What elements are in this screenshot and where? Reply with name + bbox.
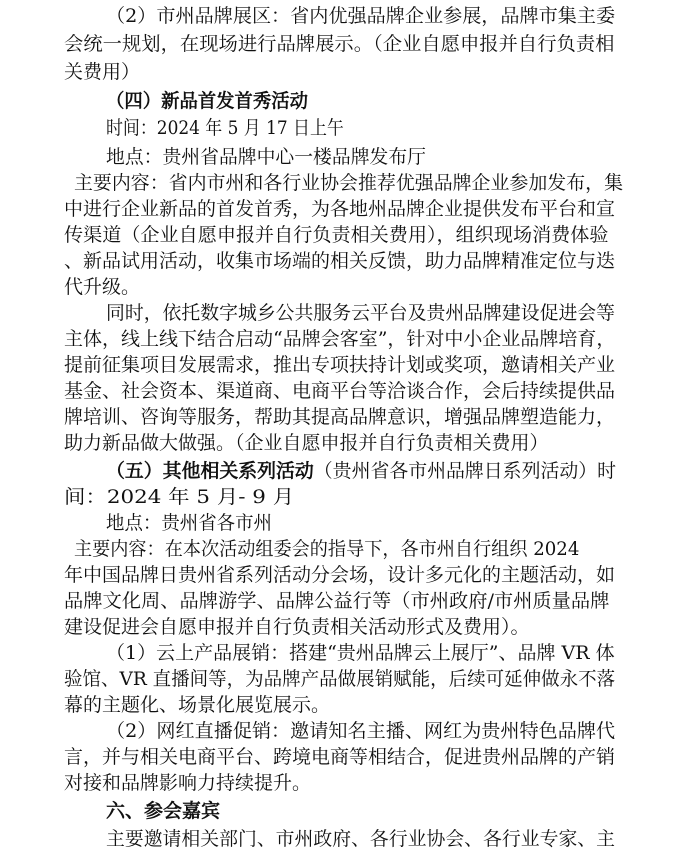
doc-line: 会统一规划，在现场进行品牌展示。（企业自愿申报并自行负责相 <box>64 33 615 55</box>
doc-line: 地点：贵州省品牌中心一楼品牌发布厅 <box>106 146 427 168</box>
doc-line: 同时，依托数字城乡公共服务云平台及贵州品牌建设促进会等 <box>106 302 616 324</box>
doc-line: 验馆、VR 直播间等，为品牌产品做展销赋能，后续可延伸做永不落 <box>64 668 616 690</box>
doc-line: 年中国品牌日贵州省系列活动分会场，设计多元化的主题活动，如 <box>64 564 616 586</box>
section-heading-6: 六、参会嘉宾 <box>106 800 221 822</box>
doc-line: 提前征集项目发展需求，推出专项扶持计划或奖项，邀请相关产业 <box>64 354 616 376</box>
doc-line: 传渠道（企业自愿申报并自行负责相关费用），组织现场消费体验 <box>64 224 609 246</box>
doc-line: （1）云上产品展销：搭建“贵州品牌云上展厅”、品牌 VR 体 <box>106 642 615 664</box>
doc-line: 对接和品牌影响力持续提升。 <box>64 772 312 794</box>
doc-line: 主要内容：在本次活动组委会的指导下，各市州自行组织 2024 <box>74 538 580 560</box>
doc-line: （2）网红直播促销：邀请知名主播、网红为贵州特色品牌代 <box>106 720 616 742</box>
doc-line: 幕的主题化、场景化展览展示。 <box>64 694 331 716</box>
doc-line: 时间：2024 年 5 月 17 日上午 <box>106 117 344 139</box>
section-heading-5 <box>106 458 616 484</box>
section-heading-5-tail: （贵州省各市州品牌日系列活动）时 <box>313 460 617 482</box>
doc-line: 品牌文化周、品牌游学、品牌公益行等（市州政府/市州质量品牌 <box>64 590 610 612</box>
section-heading-5-title: （五）其他相关系列活动 <box>106 460 314 482</box>
doc-line: 基金、社会资本、渠道商、电商平台等洽谈合作，会后持续提供品 <box>64 380 616 402</box>
doc-line: 助力新品做大做强。（企业自愿申报并自行负责相关费用） <box>64 432 549 454</box>
doc-line: （2）市州品牌展区：省内优强品牌企业参展，品牌市集主委 <box>106 5 616 27</box>
doc-line: 主要内容：省内市州和各行业协会推荐优强品牌企业参加发布，集 <box>74 172 624 194</box>
doc-line: 间：2024 年 5 月- 9 月 <box>64 486 295 508</box>
doc-line: 言，并与相关电商平台、跨境电商等相结合，促进贵州品牌的产销 <box>64 746 616 768</box>
doc-line: 建设促进会自愿申报并自行负责相关活动形式及费用）。 <box>64 616 530 638</box>
doc-line: 主体，线上线下结合启动“品牌会客室”，针对中小企业品牌培育， <box>64 328 616 350</box>
doc-line: 、新品试用活动，收集市场端的相关反馈，助力品牌精准定位与迭 <box>64 250 616 272</box>
doc-line: 代升级。 <box>64 276 141 298</box>
doc-line: 主要邀请相关部门、市州政府、各行业协会、各行业专家、主 <box>106 828 616 850</box>
section-heading-4: （四）新品首发首秀活动 <box>106 90 309 112</box>
doc-line: 地点：贵州省各市州 <box>106 512 273 534</box>
doc-line: 关费用） <box>64 61 141 83</box>
doc-line: 中进行企业新品的首发首秀，为各地州品牌企业提供发布平台和宣 <box>64 198 616 220</box>
doc-line: 牌培训、咨询等服务，帮助其提高品牌意识，增强品牌塑造能力， <box>64 406 616 428</box>
